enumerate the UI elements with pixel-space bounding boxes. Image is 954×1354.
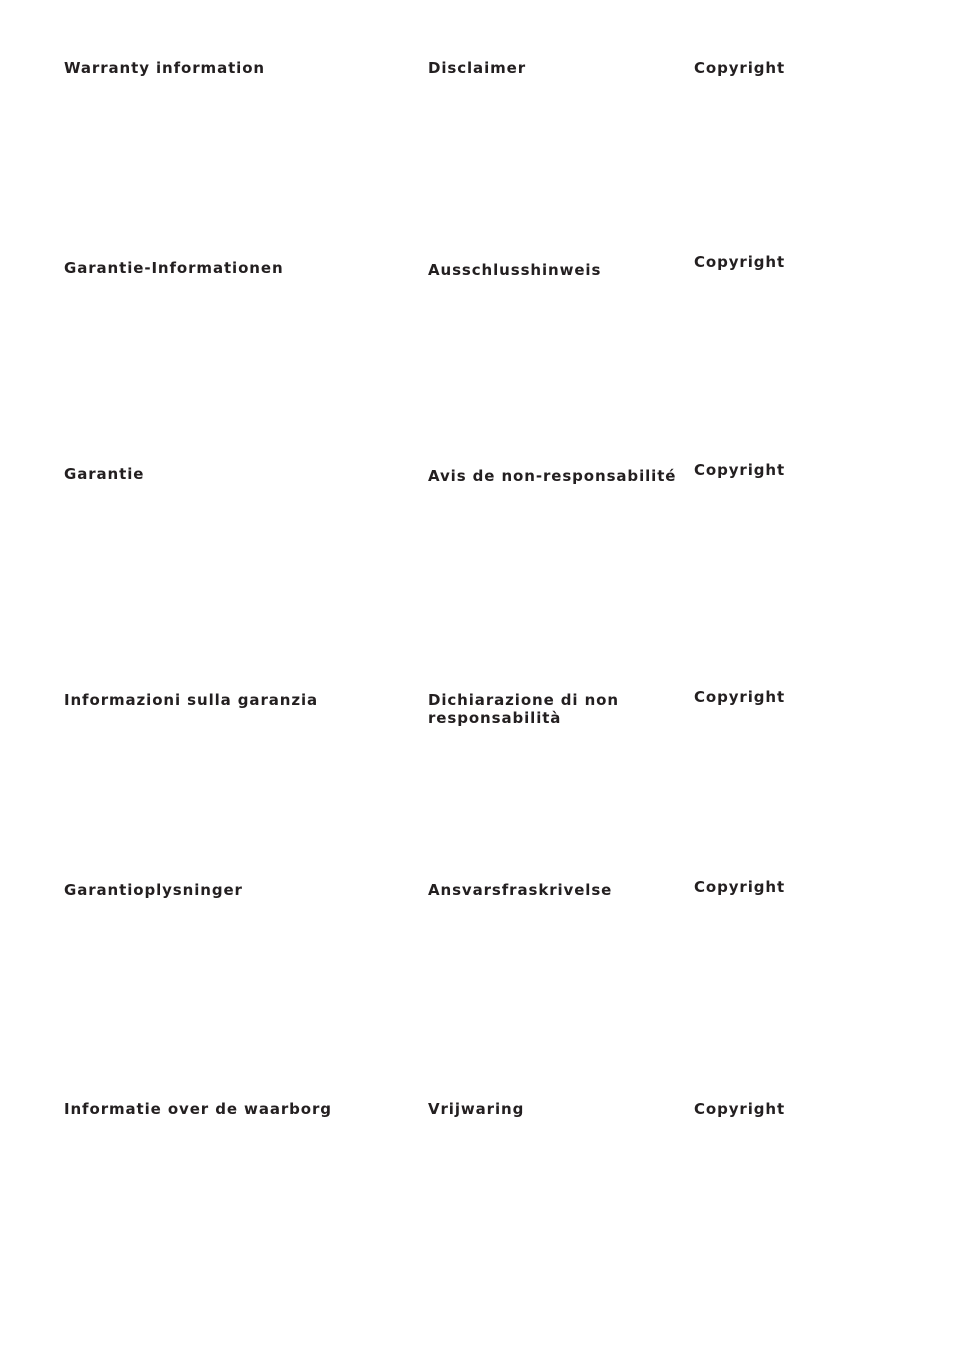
warranty-heading-nl: Informatie over de waarborg [64, 1100, 332, 1118]
disclaimer-heading-da: Ansvarsfraskrivelse [428, 881, 613, 899]
copyright-heading-en: Copyright [694, 59, 786, 77]
warranty-heading-da: Garantioplysninger [64, 881, 243, 899]
copyright-heading-de: Copyright [694, 253, 786, 271]
warranty-heading-de: Garantie-Informationen [64, 259, 284, 277]
warranty-heading-fr: Garantie [64, 465, 145, 483]
copyright-heading-nl: Copyright [694, 1100, 786, 1118]
copyright-heading-it: Copyright [694, 688, 786, 706]
warranty-heading-en: Warranty information [64, 59, 265, 77]
copyright-heading-fr: Copyright [694, 461, 786, 479]
disclaimer-heading-de: Ausschlusshinweis [428, 261, 602, 279]
warranty-heading-it: Informazioni sulla garanzia [64, 691, 319, 709]
disclaimer-heading-en: Disclaimer [428, 59, 527, 77]
disclaimer-heading-fr: Avis de non-responsabilité [428, 467, 677, 485]
copyright-heading-da: Copyright [694, 878, 786, 896]
disclaimer-heading-it: Dichiarazione di non responsabilità [428, 691, 619, 727]
disclaimer-heading-nl: Vrijwaring [428, 1100, 525, 1118]
